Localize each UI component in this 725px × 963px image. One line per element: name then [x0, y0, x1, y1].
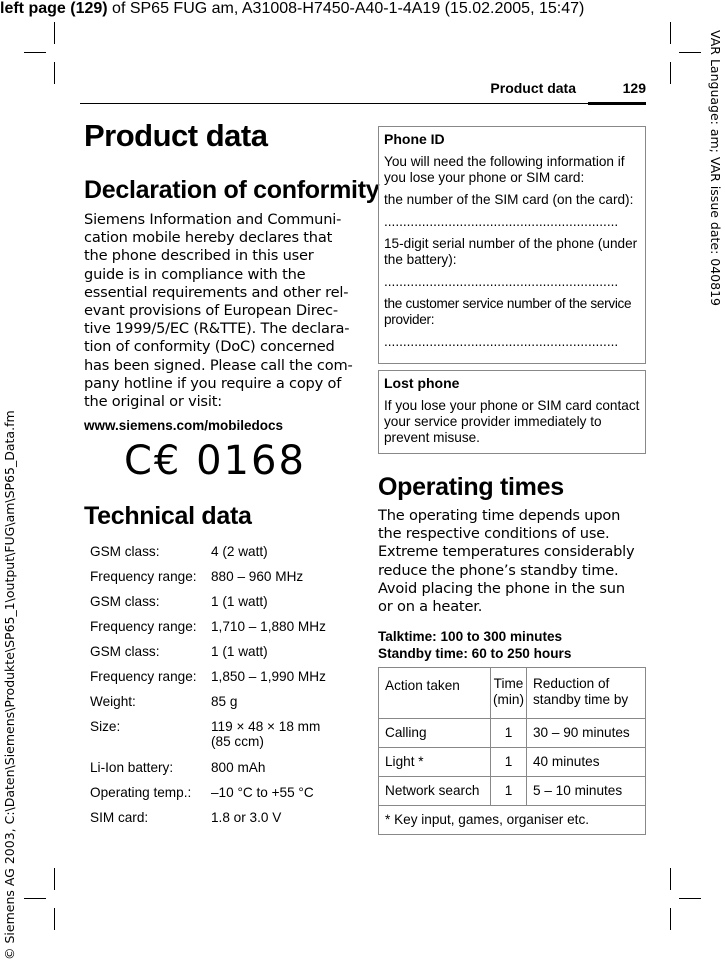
spec-row [90, 694, 326, 719]
spec-row [90, 760, 326, 785]
table-cell: Calling [379, 719, 491, 748]
lost-phone-text: If you lose your phone or SIM card contact your service provider immediately to prevent misuse. [384, 398, 640, 445]
service-number-label: the customer service number of the service provider: [384, 296, 632, 327]
spec-row [90, 569, 326, 594]
text-line: pany hotline if you require a copy of [84, 374, 342, 392]
crop-mark [679, 52, 701, 53]
running-header-title: Product data [490, 80, 576, 96]
spec-value: 880 – 960 MHz [211, 569, 304, 584]
table-header: Action taken [379, 668, 491, 719]
spec-label: Weight: [90, 694, 136, 709]
copyright-file-path: © Siemens AG 2003, C:\Daten\Siemens\Produkte\SP65_1\output\FUG\am\SP65_Data.fm [2, 410, 17, 960]
table-cell: 1 [491, 748, 527, 777]
times-summary [378, 628, 571, 662]
table-cell: 5 – 10 minutes [527, 777, 646, 806]
phone-id-title: Phone ID [384, 131, 445, 147]
lost-phone-title: Lost phone [384, 375, 460, 391]
text-line: The operating time depends upon [378, 507, 621, 524]
conformity-text [84, 211, 354, 411]
page-title: Product data [84, 118, 268, 153]
crop-mark [670, 22, 671, 44]
operating-times-text [378, 507, 648, 616]
spec-row [90, 544, 326, 569]
spec-label: GSM class: [90, 544, 160, 559]
spec-row [90, 669, 326, 694]
spec-label: Li-Ion battery: [90, 760, 174, 775]
header-rule [80, 103, 646, 104]
table-row [379, 748, 646, 777]
page-number: 129 [622, 80, 646, 96]
spec-label: Frequency range: [90, 669, 197, 684]
crop-mark [670, 62, 671, 84]
spec-value: 1.8 or 3.0 V [211, 810, 282, 825]
text-line: the phone described in this user [84, 247, 314, 265]
text-line: or on a heater. [378, 598, 483, 616]
crop-mark [54, 22, 55, 44]
language-issue-note: VAR Language: am; VAR issue date: 040819 [708, 30, 723, 306]
text-line: reduce the phone’s standby time. [378, 561, 619, 579]
table-row [379, 719, 646, 748]
spec-row [90, 619, 326, 644]
crop-mark [24, 898, 46, 899]
crop-mark [24, 52, 46, 53]
text-line: Siemens Information and Communi- [84, 211, 342, 228]
lost-phone-box [378, 370, 646, 454]
print-meta-line [0, 0, 584, 18]
spec-value-line: 119 × 48 × 18 mm [211, 719, 321, 734]
spec-row [90, 785, 326, 810]
spec-label: Frequency range: [90, 619, 197, 634]
mobiledocs-link[interactable]: www.siemens.com/mobiledocs [84, 418, 284, 433]
table-cell: 30 – 90 minutes [527, 719, 646, 748]
phone-id-box [378, 126, 646, 364]
print-meta-details: of SP65 FUG am, A31008-H7450-A40-1-4A19 (15.02.2005, 15:47) [107, 0, 585, 17]
table-header-row [379, 668, 646, 719]
spec-label: Frequency range: [90, 569, 197, 584]
spec-label: Size: [90, 719, 121, 734]
sim-number-blank: .............................................................. [384, 214, 619, 229]
table-header: Reduction of standby time by [527, 668, 646, 719]
spec-label: SIM card: [90, 810, 149, 825]
crop-mark [670, 868, 671, 890]
text-line: the original or visit: [84, 393, 222, 411]
spec-value: 1,710 – 1,880 MHz [211, 619, 326, 634]
spec-row [90, 719, 326, 760]
text-line: essential requirements and other rel- [84, 283, 349, 301]
spec-value-line: (85 ccm) [211, 734, 264, 749]
conformity-heading: Declaration of conformity [84, 176, 380, 204]
serial-number-label: 15-digit serial number of the phone (under the battery): [384, 236, 638, 267]
table-cell: 40 minutes [527, 748, 646, 777]
standby-text: Standby time: 60 to 250 hours [378, 646, 572, 661]
table-cell: 1 [491, 777, 527, 806]
table-footnote: * Key input, games, organiser etc. [379, 806, 646, 835]
crop-mark [54, 908, 55, 930]
operating-times-heading: Operating times [378, 473, 564, 501]
table-cell: Light * [379, 748, 491, 777]
spec-value: 4 (2 watt) [211, 544, 268, 559]
spec-label: Operating temp.: [90, 785, 192, 800]
spec-value: 1,850 – 1,990 MHz [211, 669, 326, 684]
spec-value: 800 mAh [211, 760, 266, 775]
text-line: the respective conditions of use. [378, 525, 610, 543]
serial-number-blank: .............................................................. [384, 274, 619, 289]
spec-value: –10 °C to +55 °C [211, 785, 314, 800]
spec-label: GSM class: [90, 644, 160, 659]
spec-value: 85 g [211, 694, 238, 709]
talktime-text: Talktime: 100 to 300 minutes [378, 629, 563, 644]
text-line: tion of conformity (DoC) concerned [84, 338, 335, 356]
service-number-blank: .............................................................. [384, 334, 619, 349]
spec-value: 1 (1 watt) [211, 594, 268, 609]
ce-mark-logo: C€ 0168 [124, 438, 306, 484]
text-line: cation mobile hereby declares that [84, 229, 333, 247]
table-cell: 1 [491, 719, 527, 748]
table-header: Time (min) [491, 668, 527, 719]
text-line: Extreme temperatures considerably [378, 543, 635, 561]
technical-heading: Technical data [84, 502, 252, 530]
table-footnote-row [379, 806, 646, 835]
technical-data-table [90, 544, 326, 835]
spec-row [90, 810, 326, 835]
text-line: guide is in compliance with the [84, 265, 306, 283]
text-line: Avoid placing the phone in the sun [378, 579, 625, 597]
phone-id-intro: You will need the following information if you lose your phone or SIM card: [384, 154, 625, 185]
spec-value [211, 719, 326, 760]
text-line: evant provisions of European Direc- [84, 302, 338, 320]
table-cell: Network search [379, 777, 491, 806]
spec-row [90, 644, 326, 669]
spec-row [90, 594, 326, 619]
header-rule-accent [588, 102, 646, 105]
operating-times-table [378, 667, 646, 835]
crop-mark [54, 62, 55, 84]
table-row [379, 777, 646, 806]
spec-value: 1 (1 watt) [211, 644, 268, 659]
text-line: has been signed. Please call the com- [84, 356, 353, 374]
crop-mark [679, 898, 701, 899]
crop-mark [54, 868, 55, 890]
text-line: tive 1999/5/EC (R&TTE). The declara- [84, 320, 350, 338]
crop-mark [670, 908, 671, 930]
spec-label: GSM class: [90, 594, 160, 609]
sim-number-label: the number of the SIM card (on the card): [384, 192, 634, 207]
print-meta-page: left page (129) [0, 0, 108, 17]
